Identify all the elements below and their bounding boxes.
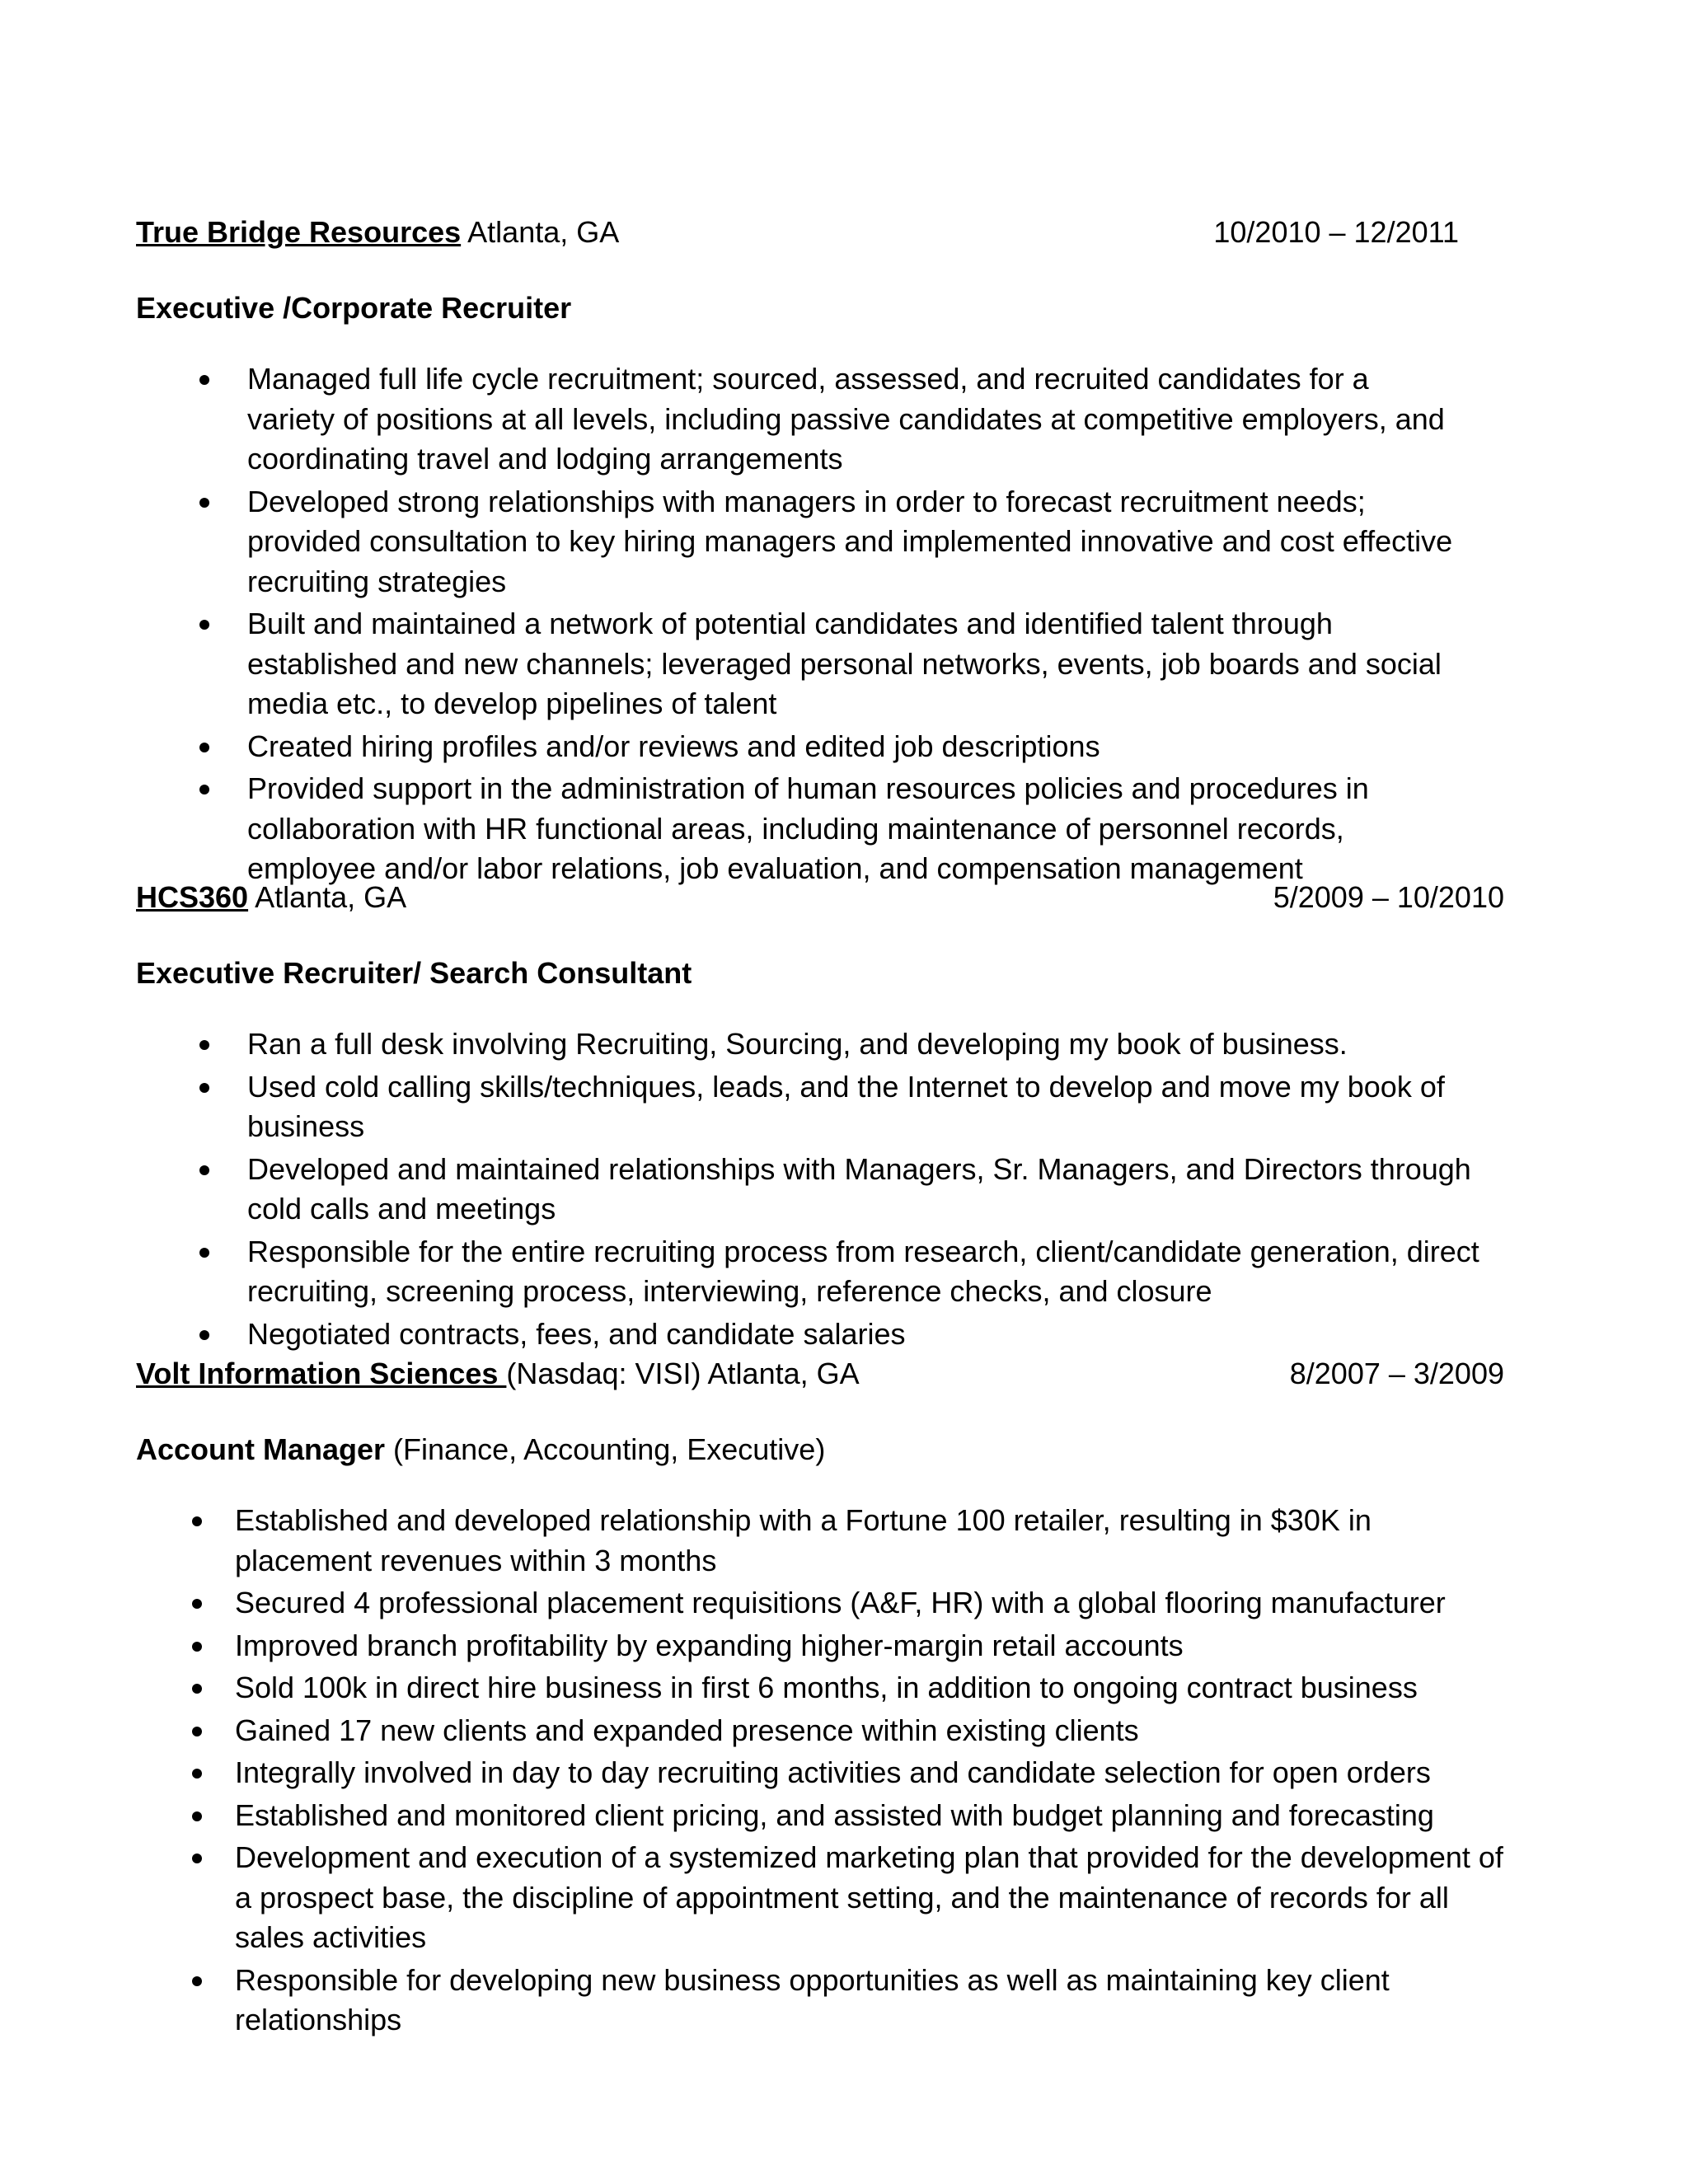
bullet-icon — [199, 1248, 209, 1258]
bullet-text: Improved branch profitability by expanding higher-margin retail accounts — [235, 1628, 1184, 1662]
job-title — [136, 1425, 1504, 1474]
bullet-icon — [192, 1976, 202, 1986]
bullet-item — [136, 1961, 1504, 2041]
job-title — [136, 284, 1459, 333]
job-bullet-list — [136, 1024, 1504, 1354]
job-location: Atlanta, GA — [248, 880, 407, 914]
bullet-text: Built and maintained a network of potential candidates and identified talent through established and new channels; leveraged personal networks, events, job boards and social media etc., to develop pipelines of talent — [247, 607, 1442, 720]
job-location: Atlanta, GA — [461, 215, 620, 249]
bullet-text: Development and execution of a systemized marketing plan that provided for the development of a prospect base, the discipline of appointment setting, and the maintenance of records for all sales activities — [235, 1840, 1503, 1954]
bullet-item — [136, 1315, 1504, 1355]
job-entry-volt — [136, 1349, 1504, 2043]
bullet-icon — [199, 1040, 209, 1050]
bullet-icon — [199, 375, 209, 385]
bullet-icon — [192, 1684, 202, 1694]
company-name: True Bridge Resources — [136, 215, 462, 249]
bullet-icon — [192, 1516, 202, 1526]
bullet-icon — [199, 743, 209, 752]
job-header — [136, 873, 1504, 922]
bullet-icon — [192, 1599, 202, 1609]
job-title-text: Account Manager — [136, 1432, 386, 1466]
bullet-text: Created hiring profiles and/or reviews and edited job descriptions — [247, 729, 1100, 763]
job-dates: 10/2010 – 12/2011 — [1213, 215, 1459, 249]
bullet-item — [136, 727, 1459, 767]
bullet-icon — [199, 1083, 209, 1093]
bullet-item — [136, 1150, 1504, 1230]
bullet-text: Gained 17 new clients and expanded presence within existing clients — [235, 1713, 1139, 1747]
bullet-item — [136, 1711, 1504, 1751]
bullet-icon — [199, 620, 209, 630]
bullet-text: Ran a full desk involving Recruiting, Sourcing, and developing my book of business. — [247, 1027, 1348, 1061]
bullet-item — [136, 1626, 1504, 1666]
job-entry-hcs360 — [136, 873, 1504, 1357]
bullet-text: Developed strong relationships with managers in order to forecast recruitment needs; provided consultation to key hiring managers and implemented innovative and cost effective recruiting strategies — [247, 484, 1453, 598]
bullet-icon — [199, 785, 209, 794]
job-dates: 8/2007 – 3/2009 — [1289, 1357, 1504, 1390]
job-title-detail: (Finance, Accounting, Executive) — [385, 1432, 826, 1466]
bullet-item — [136, 1668, 1504, 1708]
bullet-item — [136, 1583, 1504, 1624]
bullet-text: Integrally involved in day to day recruiting activities and candidate selection for open orders — [235, 1755, 1431, 1789]
job-title-text: Executive /Corporate Recruiter — [136, 291, 572, 325]
bullet-icon — [199, 1330, 209, 1340]
bullet-icon — [199, 498, 209, 508]
bullet-icon — [192, 1769, 202, 1779]
bullet-icon — [192, 1727, 202, 1736]
job-title — [136, 949, 1504, 998]
bullet-item — [136, 359, 1459, 480]
job-bullet-list — [136, 359, 1459, 889]
bullet-text: Responsible for the entire recruiting process from research, client/candidate generation, direct recruiting, screening process, interviewing, reference checks, and closure — [247, 1234, 1479, 1308]
job-header — [136, 208, 1459, 257]
bullet-item — [136, 482, 1459, 602]
company-name: HCS360 — [136, 880, 249, 914]
job-title-text: Executive Recruiter/ Search Consultant — [136, 956, 692, 990]
bullet-text: Established and monitored client pricing, and assisted with budget planning and forecasting — [235, 1797, 1434, 1832]
bullet-item — [136, 1796, 1504, 1836]
bullet-item — [136, 1232, 1504, 1312]
bullet-icon — [192, 1854, 202, 1863]
job-entry-true-bridge — [136, 208, 1459, 892]
job-dates: 5/2009 – 10/2010 — [1273, 880, 1504, 914]
job-bullet-list — [136, 1501, 1504, 2041]
bullet-item — [136, 604, 1459, 724]
bullet-item — [136, 1501, 1504, 1581]
bullet-icon — [192, 1642, 202, 1652]
bullet-item — [136, 1024, 1504, 1065]
bullet-item — [136, 769, 1459, 889]
bullet-text: Secured 4 professional placement requisitions (A&F, HR) with a global flooring manufacturer — [235, 1586, 1446, 1619]
bullet-text: Established and developed relationship with a Fortune 100 retailer, resulting in $30K in placement revenues within 3 months — [235, 1503, 1372, 1577]
bullet-item — [136, 1067, 1504, 1147]
bullet-item — [136, 1838, 1504, 1958]
bullet-text: Used cold calling skills/techniques, leads, and the Internet to develop and move my book of business — [247, 1069, 1445, 1143]
job-header — [136, 1349, 1504, 1399]
bullet-text: Negotiated contracts, fees, and candidate salaries — [247, 1316, 906, 1351]
company-name: Volt Information Sciences — [136, 1357, 507, 1390]
bullet-text: Provided support in the administration of human resources policies and procedures in collaboration with HR functional areas, including maintenance of personnel records, employee and/or labor relations, job evaluation, and compensation management — [247, 771, 1369, 885]
bullet-text: Managed full life cycle recruitment; sourced, assessed, and recruited candidates for a variety of positions at all levels, including passive candidates at competitive employers, and coordinating travel and lodging arrangements — [247, 362, 1445, 476]
bullet-text: Responsible for developing new business opportunities as well as maintaining key client relationships — [235, 1962, 1390, 2036]
job-location: (Nasdaq: VISI) Atlanta, GA — [506, 1357, 860, 1390]
bullet-text: Developed and maintained relationships with Managers, Sr. Managers, and Directors through cold calls and meetings — [247, 1151, 1471, 1226]
bullet-icon — [199, 1165, 209, 1175]
bullet-item — [136, 1753, 1504, 1793]
bullet-icon — [192, 1811, 202, 1821]
bullet-text: Sold 100k in direct hire business in first 6 months, in addition to ongoing contract business — [235, 1671, 1418, 1704]
